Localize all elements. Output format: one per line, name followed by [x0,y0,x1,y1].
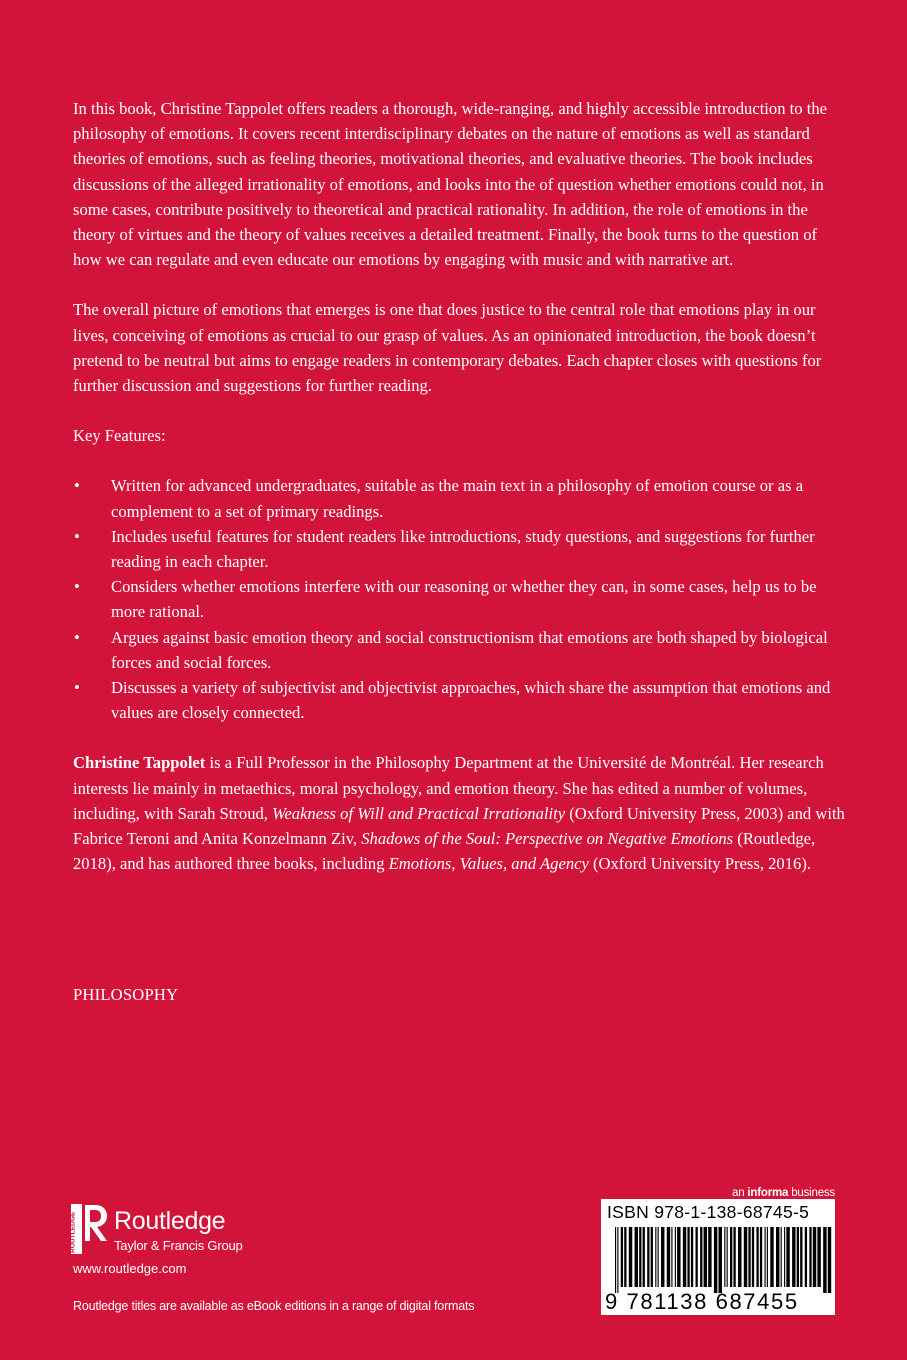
list-item [73,473,848,523]
key-features-list [73,473,848,725]
barcode-bar [786,1227,789,1287]
barcode-bar [784,1227,785,1287]
bio-text: is a Full Professor in the Philosophy Department at the Université de Montréal. Her research interests lie mainly in metaethics, moral psychology, and emotion theory. She has edited a number of volumes, including, with Sarah Stroud, [73,753,824,823]
barcode-bar [629,1227,632,1287]
publisher-name: Routledge [114,1207,226,1235]
feature-text: Argues against basic emotion theory and social constructionism that emotions are both shaped by biological forces and social forces. [111,627,828,672]
author-bio [73,750,848,876]
list-item [73,675,848,725]
barcode-bar [792,1227,795,1287]
barcode-bar [733,1227,735,1287]
barcode-bar [748,1227,750,1287]
ean-digits: 9 781138 687455 [605,1289,799,1314]
barcode-bar [621,1227,623,1287]
description-paragraph-1: In this book, Christine Tappolet offers readers a thorough, wide-ranging, and highly accessible introduction to the philosophy of emotions. It covers recent interdisciplinary debates on the nature of emotions as well as standard theories of emotions, such as feeling theories, motivational theories, and evaluative theories. The book includes discussions of the alleged irrationality of emotions, and looks into the of question whether emotions could not, in some cases, contribute positively to theoretical and practical rationality. In addition, the role of emotions in the theory of virtues and the theory of values receives a detailed treatment. Finally, the book turns to the question of how we can regulate and even educate our emotions by engaging with music and with narrative art. [73,99,827,270]
informa-name: informa [747,1187,789,1199]
barcode-bar [696,1227,698,1287]
feature-text: Considers whether emotions interfere with our reasoning or whether they can, in some cases, help us to be more rational. [111,577,817,622]
description-paragraph-2: The overall picture of emotions that emerges is one that does justice to the central role that emotions play in our lives, conceiving of emotions as crucial to our grasp of values. As an opinionated introduction, the book doesn’t pretend to be neutral but aims to engage readers in contemporary debates. Each chapter closes with questions for further discussion and suggestions for further reading. [73,300,822,396]
barcode-bar [800,1227,802,1287]
barcode-bar [658,1227,659,1287]
barcode-bar [767,1227,768,1287]
barcode-bar [724,1227,725,1287]
bullet: • [74,526,80,546]
feature-text: Discusses a variety of subjectivist and objectivist approaches, which share the assumption that emotions and values are closely connected. [111,678,831,723]
barcode-bar [708,1227,711,1287]
bullet: • [74,627,80,647]
barcode-bar [675,1227,676,1287]
barcode-bar [738,1227,741,1287]
informa-tagline [600,1187,835,1199]
barcode-bar [813,1227,816,1287]
informa-prefix: an [732,1187,748,1199]
barcode-bar [730,1227,732,1287]
routledge-r-icon [70,1203,110,1255]
list-item [73,574,848,624]
barcode-bar [661,1227,664,1287]
cover-text [73,96,848,901]
barcode-bar [671,1227,672,1287]
barcode-bar [700,1227,702,1287]
barcode-bar [809,1227,811,1287]
barcode-bar [752,1227,754,1287]
barcode-bar [691,1227,693,1287]
subject-category: PHILOSOPHY [73,985,179,1004]
publisher-website[interactable]: www.routledge.com [73,1261,187,1276]
barcode-bar [639,1227,641,1287]
barcode-bar [687,1227,689,1287]
bio-text: (Oxford University Press, 2003) and with Fabrice Teroni and Anita Konzelmann Ziv, [73,803,845,849]
barcode-bar [643,1227,645,1287]
bio-text: (Routledge, 2018), and has authored three books, including [73,829,816,874]
isbn-label: ISBN 978-1-138-68745-5 [607,1202,810,1222]
routledge-logo [70,1203,270,1258]
barcode-bar [770,1227,773,1287]
barcode-bar [677,1227,680,1287]
barcode-bar [647,1227,649,1287]
feature-text: Written for advanced undergraduates, suitable as the main text in a philosophy of emotion course or as a complement to a set of primary readings. [111,476,804,521]
barcode-bar [635,1227,638,1287]
barcode-bar [760,1227,762,1287]
ebook-note: Routledge titles are available as eBook editions in a range of digital formats [73,1299,475,1313]
book-title: Shadows of the Soul: Perspective on Negative Emotions [361,829,734,849]
logo-mark-text: ROUTLEDGE [70,1211,77,1253]
barcode-bar [727,1227,728,1287]
book-title: Weakness of Will and Practical Irrationality [272,803,566,823]
informa-suffix: business [788,1187,835,1199]
barcode-bar [624,1227,626,1287]
feature-text: Includes useful features for student readers like introductions, study questions, and suggestions for further reading in each chapter. [111,526,815,572]
barcode-bar [817,1227,820,1287]
barcode-bar [744,1227,747,1287]
barcode-bar [683,1227,686,1287]
barcode-bar [615,1227,616,1293]
barcode-bar [828,1227,831,1293]
key-features-heading: Key Features: [73,426,166,446]
barcode-bar [805,1227,807,1287]
barcode-bar [714,1227,717,1293]
barcode-bar [823,1227,826,1293]
author-name: Christine Tappolet [73,753,206,773]
barcode-bar [651,1227,653,1287]
barcode-bar [765,1227,766,1287]
list-item [73,524,848,574]
barcode-bar [797,1227,799,1287]
bullet: • [74,577,80,597]
bio-text: (Oxford University Press, 2016). [588,854,811,874]
barcode-bar [704,1227,707,1287]
bullet: • [74,476,80,496]
barcode-box [601,1199,835,1315]
barcode-bar [655,1227,656,1287]
barcode-bar [776,1227,779,1287]
barcode-bar [719,1227,722,1293]
barcode-bar [781,1227,782,1287]
book-title: Emotions, Values, and Agency [388,854,589,874]
bullet: • [74,678,80,698]
publisher-group: Taylor & Francis Group [114,1238,243,1253]
barcode-bar [756,1227,758,1287]
list-item [73,625,848,675]
barcode-bar [667,1227,670,1287]
barcode-bar [617,1227,618,1293]
